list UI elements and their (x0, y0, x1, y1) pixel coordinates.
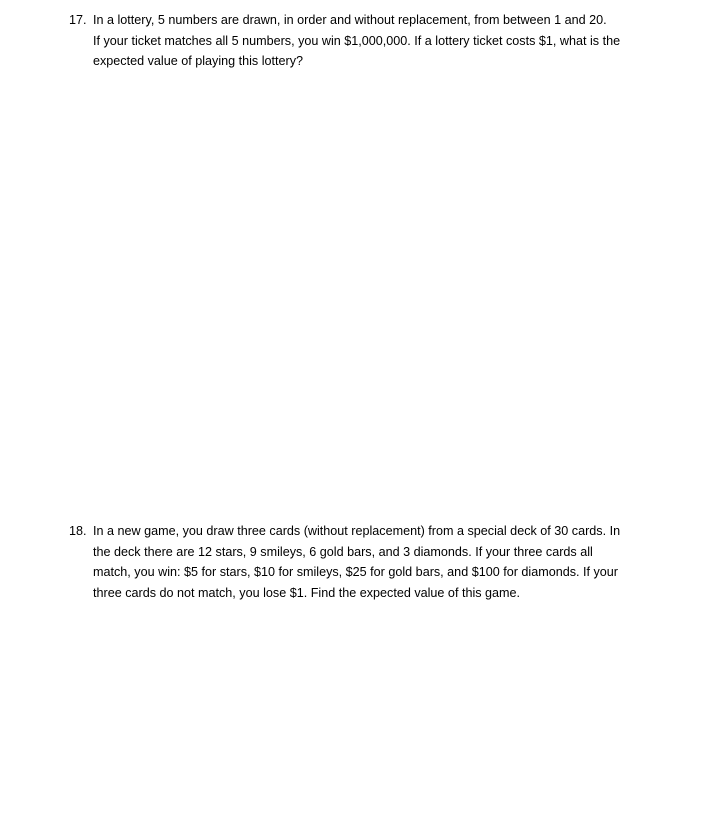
problem-text-line: match, you win: $5 for stars, $10 for smileys, $25 for gold bars, and $100 for diamonds. If your (93, 565, 619, 579)
problem-17 (69, 10, 679, 72)
problem-18 (69, 521, 679, 603)
problem-number: 18. (69, 524, 87, 538)
problem-text-line: In a new game, you draw three cards (without replacement) from a special deck of 30 cards. In (93, 524, 621, 538)
problem-text-line: In a lottery, 5 numbers are drawn, in order and without replacement, from between 1 and 20. (93, 13, 607, 27)
problem-text-line: three cards do not match, you lose $1. Find the expected value of this game. (93, 585, 521, 600)
problem-text-line: expected value of playing this lottery? (93, 54, 304, 68)
problem-number: 17. (69, 13, 87, 27)
problem-text-line: If your ticket matches all 5 numbers, you win $1,000,000. If a lottery ticket costs $1, what is the (93, 33, 621, 48)
problem-text-line: the deck there are 12 stars, 9 smileys, 6 gold bars, and 3 diamonds. If your three cards all (93, 544, 593, 559)
